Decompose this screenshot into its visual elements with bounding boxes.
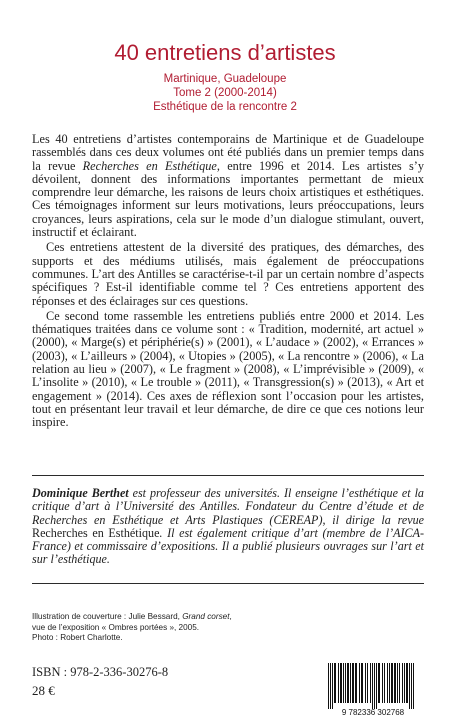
barcode-bar <box>343 663 344 703</box>
barcode-bar <box>328 663 329 709</box>
bio-text: . Il est également critique d’art (membre de l’AICA-France) et commissaire d’expositions. Il a publié plusieurs ouvrages sur l’art et sur l’esthétique. <box>32 525 424 567</box>
barcode-bar <box>411 663 412 709</box>
barcode-bar <box>376 663 377 709</box>
subtitle-region: Martinique, Guadeloupe <box>163 73 287 85</box>
bio-text: est professeur des universités. Il enseigne l’esthétique et la critique d’art à l’Université des Antilles. Fondateur du Centre d’étude et de Recherches en Esthétique et Arts Plastiques (CEREAP), il dirige la revue <box>32 486 424 527</box>
barcode-bars <box>328 663 414 709</box>
blurb-paragraph-1 <box>32 133 424 239</box>
barcode-bar <box>394 663 396 703</box>
isbn: ISBN : 978-2-336-30276-8 <box>32 665 169 679</box>
barcode-bar <box>406 663 408 703</box>
back-cover-blurb <box>32 133 424 432</box>
barcode-bar <box>338 663 339 703</box>
blurb-paragraph-3: Ce second tome rassemble les entretiens publiés entre 2000 et 2014. Les thématiques traitées dans ce volume sont : « Tradition, modernité, art actuel » (2000), « Marge(s) et périphérie(s) » (2001), « L’audace » (2002), « Errances » (2003), « L’ailleurs » (2004), « Utopies » (2005), « La rencontre » (2006), « La relation au lieu » (2007), « Le fragment » (2008), « L’imprévisible » (2009), « L’insolite » (2010), « Le trouble » (2011), « Transgression(s) » (2013), « Art et engagement » (2014). Ces axes de réflexion sont l’occasion pour les artistes, tout en présentant leur travail et leur démarche, de dire ce que ces notions leur inspire. <box>32 308 424 430</box>
blurb-text: Les 40 entretiens d’artistes contemporains de Martinique et de Guadeloupe rassemblés dans ces deux volumes ont été publiés dans un premier temps dans la revue <box>32 132 424 173</box>
barcode-bar <box>399 663 400 703</box>
barcode-bar <box>384 663 385 703</box>
barcode-bar <box>365 663 366 703</box>
subtitle-series: Esthétique de la rencontre 2 <box>153 101 297 113</box>
blurb-paragraph-2: Ces entretiens attestent de la diversité des pratiques, des démarches, des supports et des médiums utilisés, mais également de préoccupations communes. L’art des Antilles se caractérise-t-il par un certain nombre d’aspects spécifiques ? Est-il identifiable comme tel ? Ces entretiens apportent des réponses et des éclairages sur ces questions. <box>32 240 424 308</box>
artwork-title: Grand corset <box>182 612 230 621</box>
barcode-bar <box>355 663 357 703</box>
journal-title: Recherches en Esthétique <box>32 525 160 540</box>
title-block <box>0 40 450 114</box>
barcode-bar <box>340 663 342 703</box>
barcode-bar <box>402 663 403 703</box>
credit-text: Illustration de couverture : Julie Bessard, <box>32 612 183 621</box>
barcode-bar <box>391 663 393 703</box>
barcode-bar <box>367 663 368 703</box>
barcode-digits: 9 782336 302768 <box>341 708 405 717</box>
credit-line-1 <box>32 612 292 623</box>
divider-top <box>32 475 424 476</box>
subtitle-volume: Tome 2 (2000-2014) <box>173 87 277 99</box>
barcode-bar <box>387 663 388 703</box>
barcode-bar <box>382 663 383 703</box>
barcode-bar <box>372 663 373 709</box>
journal-title: Recherches en Esthétique <box>82 158 217 173</box>
barcode-bar <box>404 663 405 703</box>
barcode-bar <box>370 663 371 703</box>
barcode-bar <box>359 663 360 703</box>
blurb-text: , entre 1996 et 2014. Les artistes s’y dévoilent, donnent des informations importantes permettant de mieux comprendre leur démarche, les raisons de leurs choix artistiques et esthétiques. Ces témoignages informent sur leurs motivations, leurs préoccupations, leurs croyances, leurs aspirations, cela sur le mode d’un dialogue stimulant, ouvert, instructif et éclairant. <box>32 158 424 240</box>
barcode-bar <box>334 663 336 703</box>
credit-line-3: Photo : Robert Charlotte. <box>32 633 123 642</box>
barcode <box>322 661 424 717</box>
barcode-bar <box>389 663 390 703</box>
divider-bottom <box>32 583 424 584</box>
barcode-bar <box>413 663 414 709</box>
barcode-bar <box>345 663 346 703</box>
barcode-bar <box>378 663 380 703</box>
author-name: Dominique Berthet <box>32 486 129 500</box>
barcode-bar <box>374 663 375 709</box>
barcode-bar <box>347 663 349 703</box>
barcode-bar <box>397 663 398 703</box>
credit-line-2: vue de l’exposition « Ombres portées », 2005. <box>32 622 200 632</box>
barcode-bar <box>350 663 351 703</box>
cover-credits <box>32 612 292 644</box>
book-title: 40 entretiens d’artistes <box>114 40 336 65</box>
credit-text: , <box>229 612 232 621</box>
barcode-bar <box>361 663 363 703</box>
barcode-bar <box>352 663 354 703</box>
barcode-bar <box>332 663 333 709</box>
barcode-bar <box>409 663 410 709</box>
price: 28 € <box>32 683 55 698</box>
barcode-bar <box>330 663 331 709</box>
barcode-graphic <box>322 661 424 717</box>
author-bio <box>32 487 424 567</box>
